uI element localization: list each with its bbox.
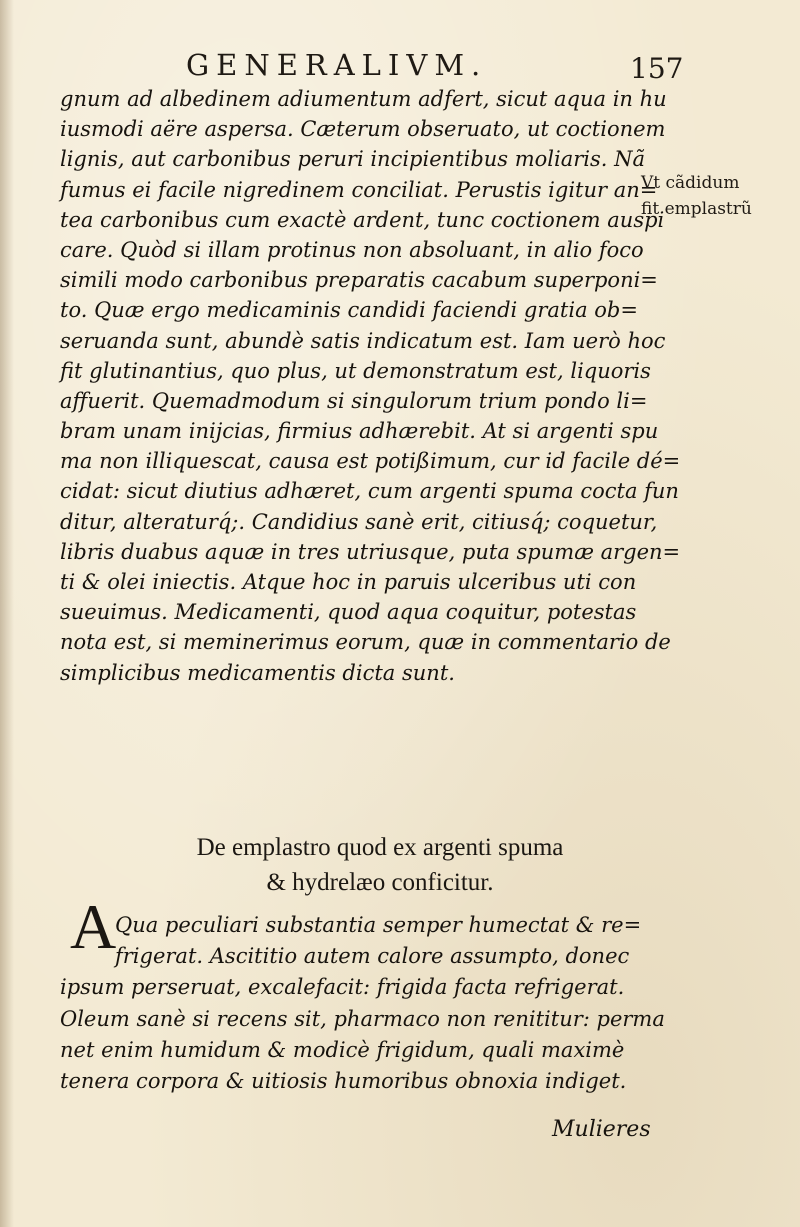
text-line: fumus ei facile nigredinem conciliat. Perustis igitur an= — [60, 177, 658, 202]
page-number: 157 — [630, 52, 684, 85]
catchword: Mulieres — [552, 1117, 651, 1142]
main-paragraph — [60, 84, 681, 688]
text-line: seruanda sunt, abundè satis indicatum est. Iam uerò hoc — [60, 328, 666, 353]
heading-line: & hydrelæo conficitur. — [266, 869, 494, 896]
text-line: frigerat. Ascititio autem calore assumpto, donec — [115, 944, 630, 969]
text-line: fit glutinantius, quo plus, ut demonstratum est, liquoris — [60, 358, 651, 383]
text-line: simplicibus medicamentis dicta sunt. — [60, 660, 455, 685]
text-line: iusmodi aëre aspersa. Cæterum obseruato, ut coctionem — [60, 117, 666, 142]
text-line: net enim humidum & modicè frigidum, quali maximè — [60, 1037, 625, 1062]
text-line: cidat: sicut diutius adhæret, cum argenti spuma cocta fun — [60, 479, 679, 504]
text-line: ipsum perseruat, excalefacit: frigida facta refrigerat. — [60, 975, 625, 1000]
heading-line: De emplastro quod ex argenti spuma — [196, 834, 564, 861]
margin-note-line: fit emplastrũ — [641, 199, 752, 219]
text-line: care. Quòd si illam protinus non absoluant, in alio foco — [60, 237, 644, 262]
text-line: libris duabus aquæ in tres utriusque, puta spumæ argen= — [60, 539, 681, 564]
text-line: lignis, aut carbonibus peruri incipientibus moliaris. Nã — [60, 147, 646, 172]
second-paragraph — [60, 910, 665, 1097]
text-line: affuerit. Quemadmodum si singulorum trium pondo li= — [60, 388, 648, 413]
text-line: tenera corpora & uitiosis humoribus obnoxia indiget. — [60, 1068, 627, 1093]
text-line: to. Quæ ergo medicaminis candidi faciendi gratia ob= — [60, 298, 638, 323]
text-line: gnum ad albedinem adiumentum adfert, sicut aqua in hu — [60, 87, 667, 111]
text-line: ditur, alteraturq́;. Candidius sanè erit, citiusq́; coquetur, — [60, 509, 658, 534]
text-line: tea carbonibus cum exactè ardent, tunc coctionem auspi — [60, 207, 665, 232]
binding-shadow — [0, 0, 14, 1227]
drop-cap-initial: A — [70, 891, 117, 962]
margin-note-line: Vt cãdidum — [641, 173, 740, 193]
text-line: simili modo carbonibus preparatis cacabum superponi= — [60, 268, 658, 293]
text-line: Oleum sanè si recens sit, pharmaco non renititur: perma — [60, 1006, 665, 1031]
text-line: nota est, si meminerimus eorum, quæ in commentario de — [60, 630, 671, 655]
margin-note — [641, 170, 796, 222]
section-heading — [120, 830, 640, 900]
text-line: ma non illiquescat, causa est potißimum, cur id facile dé= — [60, 449, 681, 474]
running-title: GENERALIVM. — [186, 48, 488, 82]
text-line: ti & olei iniectis. Atque hoc in paruis ulceribus uti con — [60, 570, 637, 594]
text-line: sueuimus. Medicamenti, quod aqua coquitur, potestas — [60, 600, 637, 625]
text-line: bram unam inijcias, firmius adhærebit. At si argenti spu — [60, 419, 659, 444]
text-line: Qua peculiari substantia semper humectat & re= — [115, 913, 642, 937]
